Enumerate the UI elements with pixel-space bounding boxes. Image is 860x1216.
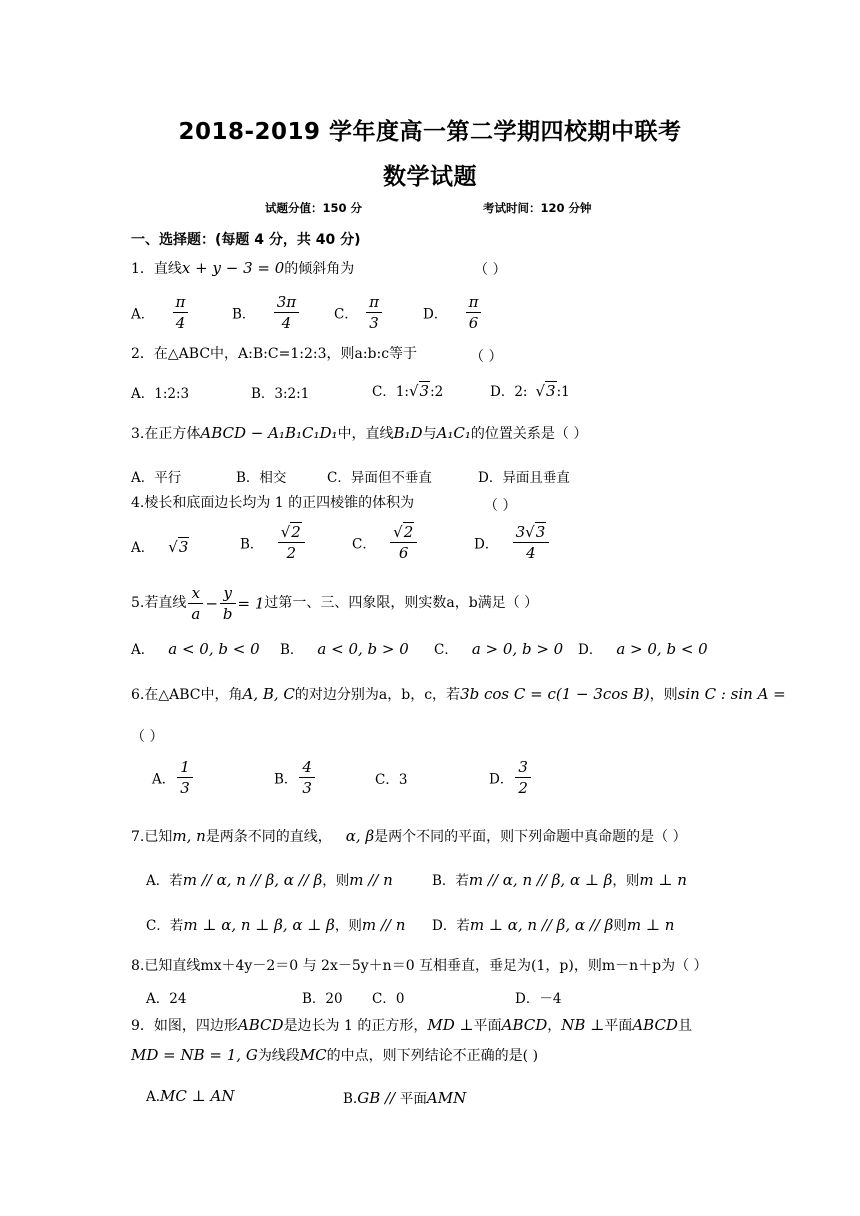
q4-option-b (240, 522, 307, 563)
fraction: $\frac{3√3}{4}$ (513, 522, 550, 563)
exam-subtitle: 数学试题 (383, 164, 477, 190)
q7-prefix: 7.已知 (131, 829, 173, 845)
fraction: $\frac{3\pi}{4}$ (274, 292, 299, 333)
q4-option-a (131, 536, 189, 556)
q1-answer-paren: （ ） (474, 262, 507, 278)
question-9-line-1: 9．如图，四边形ABCD是边长为 1 的正方形，MD ⊥平面ABCD，NB ⊥平面ABCD且 (131, 1016, 692, 1034)
q2-option-d (490, 380, 570, 400)
option-label: B． (232, 306, 256, 323)
fraction: $\frac{y}{b}$ (220, 583, 236, 624)
fraction: $\frac{√2}{2}$ (278, 522, 305, 563)
question-8: 8.已知直线mx＋4y－2＝0 与 2x－5y＋n＝0 互相垂直，垂足为(1，p)，则m－n＋p为（ ） (131, 958, 708, 974)
q1-option-d (423, 292, 483, 333)
q4-option-c (352, 522, 419, 563)
q5-option-c: C． a > 0, b > 0 (434, 640, 564, 658)
q3-suffix: 的位置关系是 (470, 426, 555, 442)
option-label: D．2: (490, 384, 528, 400)
q1-prefix: 1．直线 (131, 261, 182, 277)
q7-expr1: m, n (172, 827, 206, 845)
q7-option-b: B．若m // α, n // β, α ⊥ β，则m ⊥ n (432, 871, 687, 889)
q7-expr2: α, β (345, 827, 375, 845)
section-heading: 一、选择题：(每题 4 分，共 40 分) (131, 232, 361, 248)
q5-prefix: 5.若直线 (131, 595, 187, 612)
q3-mid: 中，直线 (337, 426, 394, 442)
option-tail: :1 (556, 384, 570, 400)
time-info: 考试时间：120 分钟 (483, 201, 592, 215)
q8-option-b: B．20 (302, 991, 343, 1007)
question-2: 2．在△ABC中，A:B:C=1:2:3，则a:b:c等于 (131, 346, 418, 362)
option-label: D． (474, 536, 499, 553)
question-6 (131, 685, 786, 704)
option-tail: :2 (430, 384, 444, 400)
q7-option-c: C．若m ⊥ α, n ⊥ β, α ⊥ β，则m // n (146, 916, 406, 934)
q7-option-d: D．若m ⊥ α, n // β, α // β则m ⊥ n (432, 916, 675, 934)
q7-option-a: A．若m // α, n // β, α // β，则m // n (146, 871, 393, 889)
option-label: C． (352, 536, 376, 553)
q6-expr3: sin C : sin A = (677, 685, 786, 703)
q6-option-c: C．3 (375, 772, 408, 788)
q4-option-d (474, 522, 551, 563)
q1-option-b (232, 292, 301, 333)
q3-answer-paren: （ ） (554, 426, 588, 442)
q1-suffix: 的倾斜角为 (284, 261, 355, 277)
q5-option-a: A． a < 0, b < 0 (131, 640, 260, 658)
q9-option-a: A.MC ⊥ AN (146, 1087, 235, 1105)
q3-expr3: A₁C₁ (436, 424, 471, 442)
q3-option-b: B．相交 (236, 470, 287, 486)
q7-answer-paren: （ ） (654, 829, 687, 845)
minus-sign: − (205, 594, 218, 613)
q3-option-c: C．异面但不垂直 (327, 470, 432, 486)
equals: = 1 (237, 594, 265, 613)
question-4: 4.棱长和底面边长均为 1 的正四棱锥的体积为 (131, 495, 415, 511)
q1-option-c (334, 292, 384, 333)
q4-answer-paren: （ ） (484, 498, 517, 514)
sqrt: √3 (168, 538, 189, 556)
score-info: 试题分值：150 分 (265, 201, 363, 215)
q7-suffix: 是两个不同的平面，则下列命题中真命题的是 (374, 829, 655, 845)
question-3 (131, 424, 587, 443)
q2-option-b: B．3:2:1 (251, 386, 310, 402)
q3-prefix: 3.在正方体 (131, 426, 201, 442)
fraction: $\frac{x}{a}$ (188, 583, 203, 624)
exam-title: 2018-2019 学年度高一第二学期四校期中联考 (178, 119, 682, 145)
option-label: D． (423, 306, 448, 323)
q3-mid2: 与 (422, 426, 437, 442)
q6-expr2: 3b cos C = c(1 − 3cos B) (460, 685, 650, 703)
q6-expr1: A, B, C (242, 685, 295, 703)
q7-mid: 是两条不同的直线， (205, 829, 332, 845)
q6-prefix: 6.在△ABC中，角 (131, 687, 243, 703)
question-7 (131, 827, 687, 846)
q6-option-b: B． $\frac{4}{3}$ (274, 757, 317, 798)
option-label: B． (240, 536, 264, 553)
q2-option-c (372, 380, 443, 400)
q5-option-b: B． a < 0, b > 0 (280, 640, 409, 658)
q5-option-d: D． a > 0, b < 0 (578, 640, 708, 658)
q6-option-a: A． $\frac{1}{3}$ (152, 757, 195, 798)
q3-expr2: B₁D (393, 424, 423, 442)
q3-option-d: D．异面且垂直 (478, 470, 570, 486)
fraction: $\frac{\pi}{4}$ (173, 292, 189, 333)
fraction: $\frac{\pi}{6}$ (466, 292, 482, 333)
option-label: A． (131, 540, 155, 556)
q3-option-a: A．平行 (131, 470, 182, 486)
question-5 (131, 583, 538, 624)
fraction: $\frac{\pi}{3}$ (366, 292, 382, 333)
question-1 (131, 259, 354, 278)
q1-expr: x + y − 3 = 0 (181, 259, 285, 277)
q9-option-b: B.GB // 平面AMN (343, 1089, 467, 1107)
q2-option-a: A．1:2:3 (131, 386, 190, 402)
sqrt: √3 (535, 382, 556, 400)
q6-answer-paren: （ ） (131, 729, 164, 745)
q6-mid: 的对边分别为a，b，c，若 (294, 687, 461, 703)
q5-suffix: 过第一、三、四象限，则实数a，b满足（ ） (264, 595, 539, 612)
q8-option-a: A．24 (146, 991, 187, 1007)
q8-option-d: D．－4 (515, 991, 562, 1007)
q3-expr1: ABCD − A₁B₁C₁D₁ (200, 424, 338, 442)
q1-option-a (131, 292, 190, 333)
q2-answer-paren: （ ） (470, 349, 503, 365)
option-label: A． (131, 306, 155, 323)
question-9-line-2: MD = NB = 1, G为线段MC的中点，则下列结论不正确的是( ) (131, 1046, 539, 1064)
q6-option-d: D． $\frac{3}{2}$ (489, 757, 533, 798)
sqrt: √3 (408, 382, 430, 400)
option-label: C．1: (372, 384, 409, 400)
option-label: C． (334, 306, 358, 323)
fraction: $\frac{√2}{6}$ (390, 522, 417, 563)
q8-option-c: C．0 (372, 991, 405, 1007)
q6-mid2: ，则 (649, 687, 678, 703)
